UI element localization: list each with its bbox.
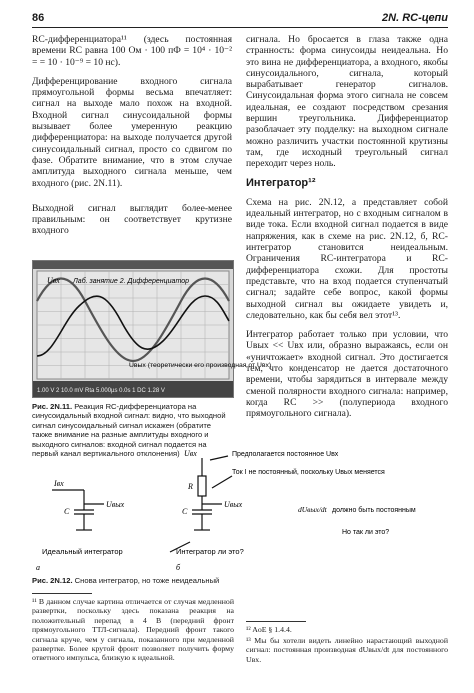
question-label: Интегратор ли это? bbox=[176, 547, 244, 556]
note2-pointer bbox=[212, 476, 232, 488]
note-constant-input: Предполагается постоянное Uвх bbox=[232, 451, 339, 458]
page-number: 86 bbox=[32, 12, 45, 24]
scope-top-bar bbox=[33, 261, 233, 269]
footnote-11: ¹¹ В данном случае картина отличается от случая медленной развертки, поскольку здесь показана реакция на положительный перепад в 4 В (передний фронт прямоугольного ТТЛ-сигнала). Передний фронт такого сигнала круче, чем у сигнала, показанного при медленной развертке. Более крутой фронт позволяет получить форму ответного импульса, близкую к идеальной. bbox=[32, 597, 234, 663]
cap-label-a: C bbox=[64, 507, 70, 516]
resistor-label-b: R bbox=[188, 482, 193, 491]
left-para-3: Выходной сигнал выглядит более-менее правильным: он соответствует крутизне входного bbox=[32, 202, 232, 237]
caption2-label: Рис. 2N.12. bbox=[32, 576, 73, 585]
cap-label-b: C bbox=[182, 507, 188, 516]
sub-label-a: а bbox=[36, 563, 40, 572]
oscilloscope-figure bbox=[32, 260, 272, 398]
right-para-1: сигнала. Но бросается в глаза также одна странность: форма синусоиды неидеальна. Но это вина не дифференциатора, а входного, якобы синусоидального, сигнала, который вырабатывает генератор сигналов. Синусоидальная форма этого сигнала не совсем идеальная, ее создают посредством срезания вершин треугольника. Дифференциатор разоблачает эту подделку: на выходном сигнале можно различить участки постоянной крутизны там, где исходный треугольный сигнал переходит через ноль. bbox=[246, 34, 448, 170]
note-should-be-constant: должно быть постоянным bbox=[332, 507, 416, 514]
header-rule bbox=[32, 27, 448, 28]
right-para-2: Схема на рис. 2N.12, а представляет собой идеальный интегратор, но с входным сигналом в виде тока. Если входной сигнал подается в виде напряжения, как в схеме на рис. 2N.12, б, RC-интегратор становится неидеальным. Ограничения RC-интегратора и RC-дифференциатора схожи. Для простоты представьте, что на вход подается ступенчатый сигнал; задайте себе вопрос, какой формы выходной сигнал вы ожидаете увидеть и, следовательно, как бы себя вел этот¹³. bbox=[246, 196, 448, 321]
left-para-2: Дифференцирование входного сигнала прямоугольной формы весьма впечатляет: сигнал на выходе мало похож на входной. Входной сигнал синусоидальной формы вызывает более умеренную реакцию дифференциатора: на выходе получается другой синусоидальный сигнал, просто со сдвигом по фазе. Обратите внимание, что в этом случае амплитуда выходного сигнала меньше, чем входного (рис. 2N.11). bbox=[32, 75, 232, 189]
scope-status-text: 1.00 V 2 10.0 mV Rta 5.000µs 0.0s 1 DC 1.28 V bbox=[37, 388, 165, 394]
caption-text: Реакция RC-дифференциатора на синусоидальный входной сигнал: видно, что выходной сигнал синусоидальный сигнал искажен (обратите также внимание на разные амплитуды входного и выходного сигналов: входной сигнал подается на первый канал вертикального отклонения) bbox=[32, 402, 226, 459]
left-column bbox=[32, 34, 232, 245]
figure-caption-2n12 bbox=[32, 576, 332, 585]
caption2-text: Снова интегратор, но тоже неидеальный bbox=[72, 576, 220, 585]
scope-out-label: Uвых (теоретически его производная от Uвх) bbox=[129, 362, 272, 369]
note-is-it-so: Но так ли это? bbox=[342, 529, 390, 536]
sub-label-b: б bbox=[176, 563, 181, 572]
section-heading: Интегратор¹² bbox=[246, 176, 316, 189]
note-current: Ток I не постоянный, поскольку Uвых меняется bbox=[232, 469, 385, 476]
right-column bbox=[246, 34, 448, 428]
page-header bbox=[32, 12, 448, 26]
current-label: Iвх bbox=[54, 479, 64, 488]
caption-label: Рис. 2N.11. bbox=[32, 402, 73, 411]
oscilloscope-screen bbox=[33, 261, 272, 397]
footnote-rule-right bbox=[246, 621, 306, 622]
scope-in-label: Uвх bbox=[47, 276, 60, 285]
integrator-diagram bbox=[32, 446, 448, 574]
chapter-title: 2N. RC-цепи bbox=[382, 12, 448, 24]
ideal-integrator-label: Идеальный интегратор bbox=[42, 547, 123, 556]
scope-title: Лаб. занятие 2. Дифференциатор bbox=[73, 278, 189, 285]
input-label-b: Uвх bbox=[184, 449, 197, 458]
note1-pointer bbox=[210, 456, 228, 460]
derivative-label: dUвых/dt bbox=[298, 505, 327, 514]
output-label-a: Uвых bbox=[106, 500, 125, 509]
footnote-13: ¹³ Мы бы хотели видеть линейно нарастающий выходной сигнал: постоянная производная dUвых/dt для постоянного Uвх. bbox=[246, 636, 448, 664]
resistor-b bbox=[198, 476, 206, 496]
output-label-b: Uвых bbox=[224, 500, 243, 509]
footnote-rule-left bbox=[32, 593, 92, 594]
left-para-1: RC-дифференциатора¹¹ (здесь постоянная времени RC равна 100 Ом · 100 пФ = 10⁴ · 10⁻² = = 10 · 10⁻⁹ = 10 нс). bbox=[32, 34, 232, 68]
footnote-12: ¹² AoE § 1.4.4. bbox=[246, 625, 292, 634]
right-para-3: Интегратор работает только при условии, что Uвых << Uвх или, образно выражаясь, если он «уничтожает» входной сигнал. Это достигается тем, что конденсатор не дается достаточного времени, чтобы зарядиться в интервале между сменой полярности входного сигнала: например, когда RC >> (полупериода входного прямоугольного сигнала). bbox=[246, 329, 448, 420]
